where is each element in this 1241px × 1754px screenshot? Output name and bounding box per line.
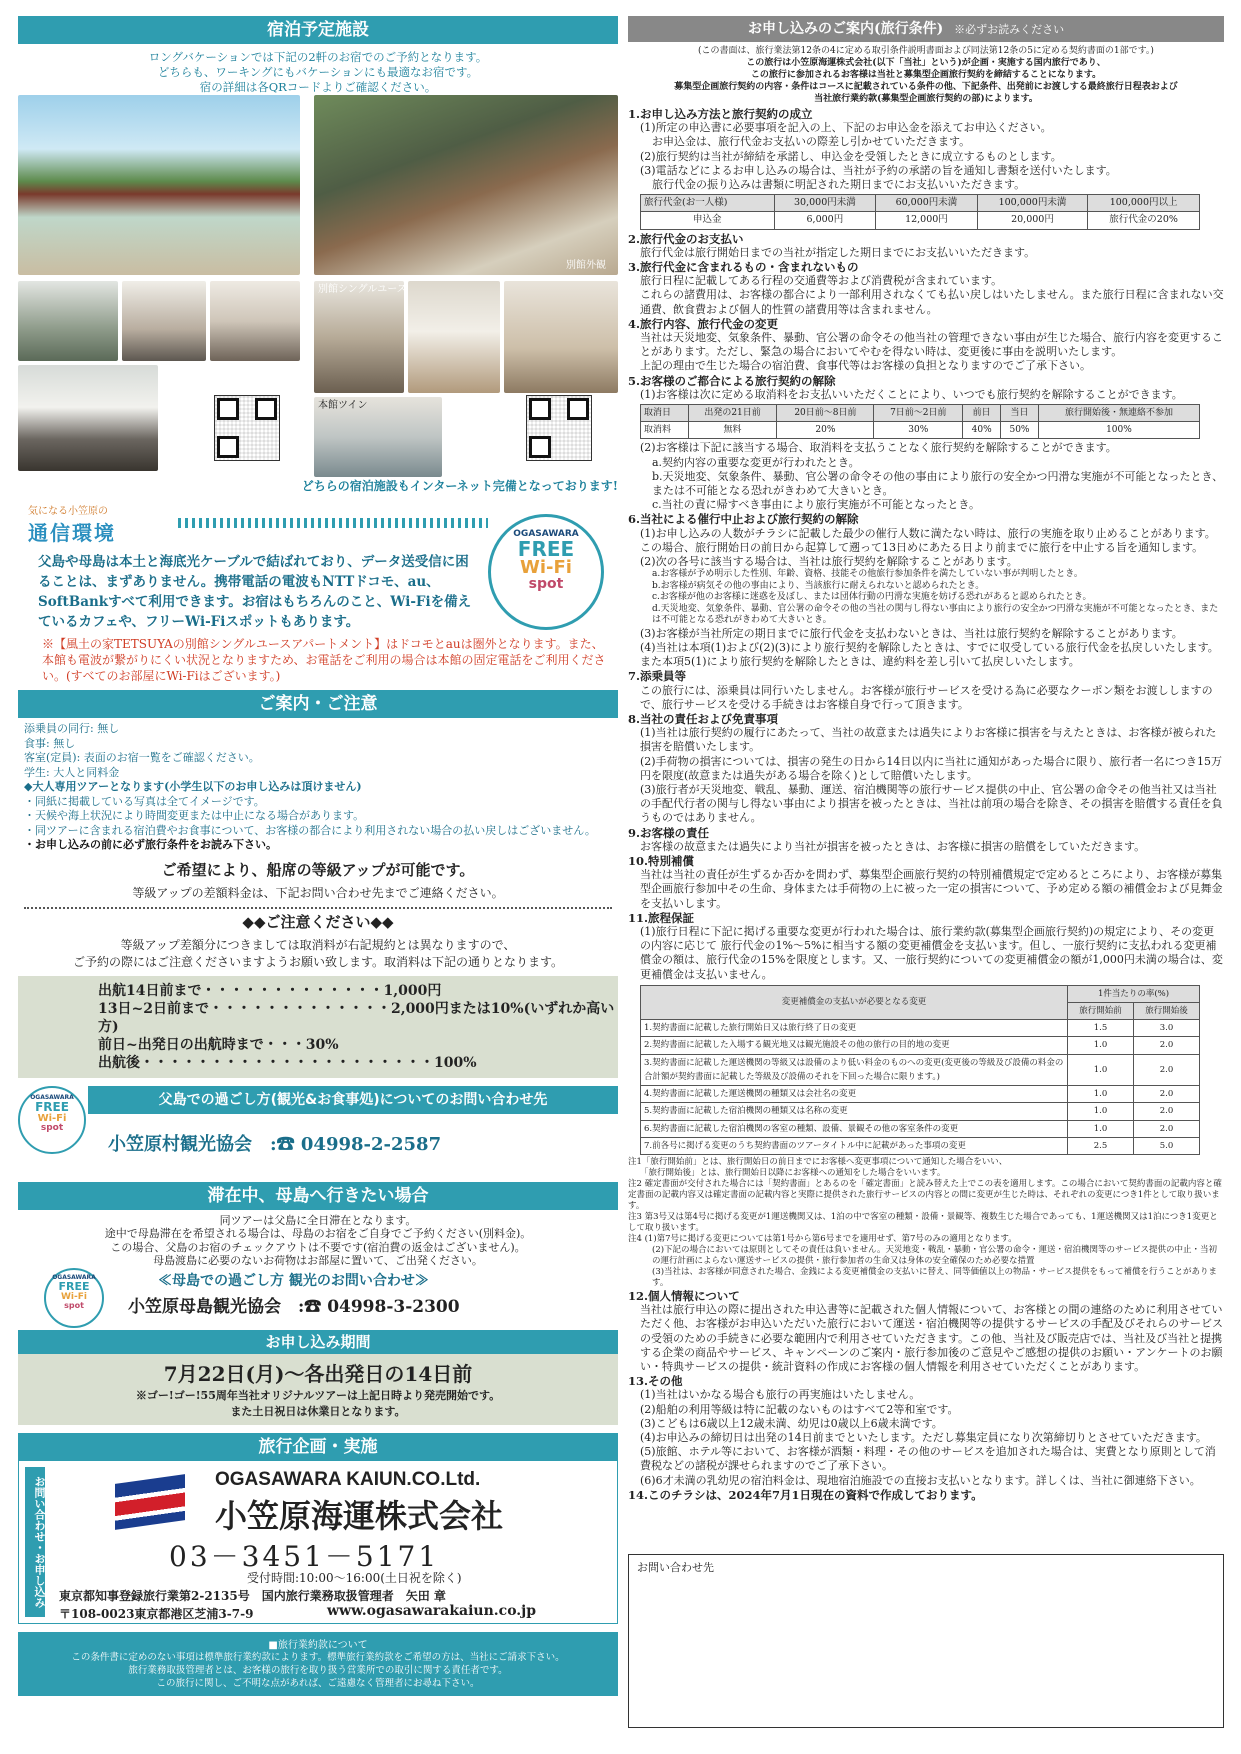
guide-line: 客室(定員): 表面のお宿一覧をご確認ください。: [24, 751, 260, 764]
share-house-room-photo-3: [210, 281, 300, 361]
guide-line: ・同紙に掲載している写真は全てイメージです。: [24, 794, 265, 808]
cancel-fee-list: [18, 976, 618, 1078]
period-note-1: ※ゴー!ゴー!55周年当社オリジナルツアーは上記日時より発売開始です。: [135, 1388, 501, 1402]
compensation-table: 変更補償金の支払いが必要となる変更 1件当たりの率(%) 旅行開始前 旅行開始後 1.契約書面に記載した旅行開始日又は旅行終了日の変更 1.5 3.0 2.契約書面に記載した入場する観光地又は観光施設その他の旅行の目的地の変更 1.0 2.0 3.契約書面に記載した運送機関の等級又は設備のより低い料金のものへの変更(変更後の等級及び設備の料金の合計額が契約書面に記載した等級及び設備のそれを下回った場合に限ります。) 1.0 2.0 4.契約書面に記載した運送機関の種類又は会社名の変更 1.0 2.0 5.契約書面に記載した宿泊機関の種類又は名称の変更 1.0 2.0 6.契約書面に記載した宿泊機関の客室の種類、設備、景観その他の客室条件の変更 1.0 2.0 7.前各号に掲げる変更のうち契約書面のツアータイトル中に記載があった事項の変更 2.5 5.0: [640, 985, 1200, 1155]
period-main: 7月22日(月)～各出発日の14日前: [163, 1361, 473, 1386]
accommodation-header: 宿泊予定施設: [18, 16, 618, 44]
table-row: 5.契約書面に記載した宿泊機関の種類又は名称の変更 1.0 2.0: [641, 1103, 1200, 1120]
fee-line: 前日~出発日の出航時まで・・・30%: [98, 1036, 339, 1053]
right-column: [628, 16, 1224, 1736]
share-house-working-photo: [18, 365, 158, 471]
guide-line: ・天候や海上状況により時間変更または中止になる場合があります。: [24, 809, 365, 822]
tetsuya-exterior-photo: [314, 95, 618, 275]
free-wifi-spot-badge: OGASAWARA FREE Wi-Fi spot: [18, 1086, 86, 1154]
company-address: 〒108-0023東京都港区芝浦3-7-9: [59, 1606, 254, 1621]
company-license: 東京都知事登録旅行業第2-2135号 国内旅行業務取扱管理者 矢田 章: [59, 1588, 446, 1603]
internet-note: どちらの宿泊施設もインターネット完備となっております!: [301, 479, 618, 493]
footer-box: ■旅行業約款について この条件書に定めのない事項は標準旅行業約款によります。標準旅行業約款をご希望の方は、当社にご請求下さい。 旅行業務取扱管理者とは、お客様の旅行を取り扱う営業所での取引に関する責任者です。 この旅行に関し、ご不明な点があれば、ご遠慮なく管理者にお尋ね下さい。: [18, 1632, 618, 1696]
upgrade-title: ご希望により、船席の等級アップが可能です。: [161, 860, 475, 879]
period-header: お申し込み期間: [18, 1330, 618, 1354]
guide-header: ご案内・ご注意: [18, 690, 618, 718]
guide-line: ・お申し込みの前に必ず旅行条件をお読み下さい。: [24, 838, 277, 851]
guide-line: 食事: 無し: [24, 736, 76, 750]
table-row: 3.契約書面に記載した運送機関の等級又は設備のより低い料金のものへの変更(変更後の等級及び設備の料金の合計額が契約書面に記載した等級及び設備のそれを下回った場合に限ります。) 1.0 2.0: [641, 1054, 1200, 1085]
side-label: お問い合わせ・お申し込み: [25, 1467, 45, 1617]
fee-line: 13日~2日前まで・・・・・・・・・・・・・2,000円または10%(いずれか高い方): [98, 1000, 615, 1035]
deposit-table: 旅行代金(お一人様) 30,000円未満 60,000円未満 100,000円未満 100,000円以上 申込金 6,000円 12,000円 20,000円 旅行代金の20%: [640, 194, 1200, 229]
caution-title: ◆◆ご注意ください◆◆: [242, 912, 394, 931]
contact-box: [628, 1554, 1224, 1728]
accommodation-intro-2: どちらも、ワーキングにもバケーションにも最適なお宿です。: [157, 65, 479, 79]
main-twin-label: 本館ツイン: [318, 400, 368, 411]
chichijima-header: 父島での過ごし方(観光&お食事処)についてのお問い合わせ先: [88, 1086, 618, 1114]
table-row: 7.前各号に掲げる変更のうち契約書面のツアータイトル中に記載があった事項の変更 2.5 5.0: [641, 1137, 1200, 1154]
dotted-divider: [178, 518, 488, 528]
share-house-room-photo-1: [18, 281, 118, 361]
company-en-name: OGASAWARA KAIUN.CO.Ltd.: [215, 1468, 481, 1490]
company-flag-logo: [115, 1474, 185, 1530]
left-column: [18, 16, 618, 1736]
annex-single-photo-2: [408, 281, 500, 393]
organizer-box: [18, 1461, 618, 1624]
fee-line: 出航14日前まで・・・・・・・・・・・・・1,000円: [98, 982, 442, 999]
contact-label: お問い合わせ先: [637, 1561, 714, 1574]
network-tag: 気になる小笠原の 通信環境: [28, 506, 116, 545]
period-box: [18, 1354, 618, 1425]
share-house-qr-code[interactable]: [214, 395, 280, 461]
table-row: 4.契約書面に記載した運送機関の種類又は会社名の変更 1.0 2.0: [641, 1086, 1200, 1103]
annex-single-photo-1: [314, 281, 404, 393]
guide-line: 添乗員の同行: 無し: [24, 722, 120, 735]
upgrade-sub: 等級アップの差額料金は、下記お問い合わせ先までご連絡ください。: [132, 885, 504, 900]
guide-line: ◆大人専用ツアーとなります(小学生以下のお申し込みは頂けません): [24, 780, 362, 793]
s1-title: 1.お申し込み方法と旅行契約の成立: [628, 107, 813, 121]
caution-body-2: ご予約の際にはご注意くださいますようお願い致します。取消料は下記の通りとなります。: [72, 954, 564, 969]
annex-single-photo-3: [504, 281, 618, 393]
network-body: 父島や母島は本土と海底光ケーブルで結ばれており、データ送受信に困ることは、まずありません。携帯電話の電波もNTTドコモ、au、SoftBankすべて利用できます。お宿はもちろんのこと、Wi-Fiを備えているカフェや、フリーWi-Fiスポットもあります。: [38, 554, 472, 630]
period-note-2: また土日祝日は休業日となります。: [230, 1404, 406, 1418]
terms-header: [628, 16, 1224, 42]
annex-single-label: 別館シングルユース: [318, 284, 407, 295]
tetsuya-qr-code[interactable]: [526, 395, 592, 461]
hahajima-org: 小笠原母島観光協会 :☎ 04998-3-2300: [128, 1296, 460, 1317]
company-hours: 受付時間:10:00～16:00(土日祝を除く): [247, 1570, 462, 1585]
hahajima-header: 滞在中、母島へ行きたい場合: [18, 1182, 618, 1210]
table-row: 6.契約書面に記載した宿泊機関の客室の種類、設備、景観その他の客室条件の変更 1.0 2.0: [641, 1120, 1200, 1137]
accommodation-intro-1: ロングバケーションでは下記の2軒のお宿でのご予約となります。: [148, 50, 488, 64]
chichijima-contact: [18, 1086, 618, 1180]
free-wifi-spot-badge: OGASAWARA FREE Wi-Fi spot: [44, 1268, 104, 1328]
company-jp-name: 小笠原海運株式会社: [215, 1496, 504, 1535]
guide-list: [18, 718, 618, 857]
share-house-room-photo-2: [122, 281, 206, 361]
organizer-header: 旅行企画・実施: [18, 1433, 618, 1461]
free-wifi-spot-badge: OGASAWARA FREE Wi-Fi spot: [488, 514, 604, 630]
annex-view-label: 別館外観: [566, 260, 606, 271]
caution-body-1: 等級アップ差額分につきましては取消料が右記規約とは異なりますので、: [120, 937, 516, 952]
compensation-notes: 注1「旅行開始前」とは、旅行開始日の前日までにお客様へ変更事項について通知した場合をいい、 「旅行開始後」とは、旅行開始日以降にお客様への通知をした場合をいいます。 注2 確定書面が交付された場合には「契約書面」とあるのを「確定書面」と読み替えた上でこの表を適用します。この場合において契約書面の記載内容と確定書面の記載内容又は確定書面の記載内容と実際に提供された旅行サービスの内容との間に変更が生じた時は、それぞれの変更につき1件として取り扱います。 注3 第3号又は第4号に掲げる変更が1運送機関又は、1泊の中で客室の種類・設備・景観等、複数生じた場合であっても、1運送機関又は1泊につき1変更として取り扱います。 注4 (1)第7号に掲げる変更については第1号から第6号までを適用せず、第7号のみの適用となります。 (2)下記の場合においては原則としてその責任は負いません。天災地変・戦乱・暴動・官公署の命令・運送・宿泊機関等のサービス提供の中止・当初の運行計画によらない運送サービスの提供・旅行参加者の生命又は身体の安全確保のため必要な措置 (3)当社は、お客様が同意された場合、金銭による変更補償金の支払いに替え、同等価値以上の物品・サービス提供をもって補償を行うことがあります。: [628, 1156, 1222, 1288]
network-section: [18, 494, 618, 682]
company-url[interactable]: www.ogasawarakaiun.co.jp: [327, 1602, 537, 1619]
fee-line: 出航後・・・・・・・・・・・・・・・・・・・・・100%: [98, 1054, 477, 1071]
accommodation-photos: [18, 95, 618, 479]
company-phone[interactable]: 03－3451－5171: [169, 1539, 440, 1573]
terms-title-note: ※必ずお読みください: [954, 23, 1065, 36]
hahajima-lines: 同ツアーは父島に全日滞在となります。 途中で母島滞在を希望される場合は、母島のお宿をご自身でご予約ください(別料金)。 この場合、父島のお宿のチェックアウトは不要です(宿泊費の返金はございません)。 母島渡島に必要のないお荷物はお部屋に置いて、ご出発ください。: [104, 1213, 532, 1267]
guide-line: 学生: 大人と同料金: [24, 765, 120, 779]
footer-title: ■旅行業約款について: [268, 1639, 368, 1651]
cancel-table: 取消日 出発の21日前 20日前～8日前 7日前～2日前 前日 当日 旅行開始後・無連絡不参加 取消料 無料 20% 30% 40% 50% 100%: [640, 404, 1200, 439]
accommodation-intro-3: 宿の詳細は各QRコードよりご確認ください。: [199, 80, 437, 94]
hahajima-contact-title: ≪母島での過ごし方 観光のお問い合わせ≫: [158, 1272, 429, 1289]
terms-body: 1.お申し込み方法と旅行契約の成立 (1)所定の申込書に必要事項を記入の上、下記のお申込金を添えてお申込ください。 お申込金は、旅行代金お支払いの際差し引かせていただきます。 (2)旅行契約は当社が締結を承諾し、申込金を受領したときに成立するものとします。 (3)電話などによるお申し込みの場合は、当社が予約の承諾の旨を通知し書類を送付いたします。 旅行代金の振り込みは書類に明記された期日までにお支払いいただきます。 旅行代金(お一人様) 30,000円未満 60,000円未満 100,000円未満 100,000円以上 申込金 6,000円 12,000円 20,000円 旅行代金の20% 2.旅行代金のお支払い 旅行代金は旅行開始日までの当社が指定した期日までにお支払いいただきます。 3.旅行代金に含まれるもの・含まれないもの 旅行日程に記載してある行程の交通費等および消費税が含まれています。 これらの諸費用は、お客様の都合により一部利用されなくても払い戻しはいたしません。また旅行日程に含まれない交通費、飲食費および個人的性質の諸費用等は含まれません。 4.旅行内容、旅行代金の変更 当社は天災地変、気象条件、暴動、官公署の命令その他当社の管理できない事由が生じた場合、旅行内容を変更することがあります。ただし、緊急の場合においてやむを得ない時は、変更後に事由を説明いたします。 上記の理由で生じた場合の宿泊費、食事代等はお客様の負担となりますのでご了承下さい。 5.お客様のご都合による旅行契約の解除 (1)お客様は次に定める取消料をお支払いいただくことにより、いつでも旅行契約を解除することができます。 取消日 出発の21日前 20日前～8日前 7日前～2日前 前日 当日 旅行開始後・無連絡不参加 取消料 無料 20% 30% 40% 50% 100% (2)お客様は下記に該当する場合、取消料を支払うことなく旅行契約を解除することができます。 a.契約内容の重要な変更が行われたとき。 b.天災地変、気象条件、暴動、官公署の命令その他の事由により旅行の安全かつ円滑な実施が不可能となったとき、または不可能となる恐れがきわめて大きいとき。 c.当社の責に帰すべき事由により旅行実施が不可能となったとき。 6.当社による催行中止および旅行契約の解除 (1)お申し込みの人数がチラシに記載した最少の催行人数に満たない時は、旅行の実施を取り止めることがあります。この場合、旅行開始日の前日から起算して遡って13日めにあたる日より前までに旅行を中止する旨を通知します。 (2)次の各号に該当する場合は、当社は旅行契約を解除することがあります。 a.お客様が予め明示した性別、年齢、資格、技能その他旅行参加条件を満たしていない事が判明したとき。 b.お客様が病気その他の事由により、当該旅行に耐えられないと認められたとき。 c.お客様が他のお客様に迷惑を及ぼし、または団体行動の円滑な実施を妨げる恐れがあると認められたとき。 d.天災地変、気象条件、暴動、官公署の命令その他の当社の関与し得ない事由により旅行の安全かつ円滑な実施が不可能となったとき、または不可能となる恐れがきわめて大きいとき。 (3)お客様が当社所定の期日までに旅行代金を支払わないときは、当社は旅行契約を解除することがあります。 (4)当社は本項(1)および(2)(3)により旅行契約を解除したときは、すでに収受している旅行代金を払戻しいたします。また本項5(1)により旅行契約を解除したときは、違約料を差し引いて払戻しいたします。 7.添乗員等 この旅行には、添乗員は同行いたしません。お客様が旅行サービスを受ける為に必要なクーポン類をお渡ししますので、旅行サービスを受ける手続きはお客様自身で行って頂きます。 8.当社の責任および免責事項 (1)当社は旅行契約の履行にあたって、当社の故意または過失によりお客様に損害を与えたときは、お客様が被られた損害を賠償いたします。 (2)手荷物の損害については、損害の発生の日から14日以内に当社に通知があった場合に限り、旅行者一名につき15万円を限度(故意または過失がある場合を除く)として賠償いたします。 (3)旅行者が天災地変、戦乱、暴動、運送、宿泊機関等の旅行サービス提供の中止、官公署の命令その他当社又は当社の手配代行者の関与し得ない事由により損害を被ったときは、当社は前項の場合を除き、その損害を賠償する責任を負うものではありません。 9.お客様の責任 お客様の故意または過失により当社が損害を被ったときは、お客様に損害の賠償をしていただきます。 10.特別補償 当社は当社の責任が生ずるか否かを問わず、募集型企画旅行契約の特別補償規定で定めるところにより、お客様が募集型企画旅行参加中その生命、身体または手荷物の上に被った一定の損害について、予め定める額の補償金および見舞金を支払いします。 11.旅程保証 (1)旅行日程に下記に掲げる重要な変更が行われた場合は、旅行業約款(募集型企画旅行契約)の規定により、その変更の内容に応じて 旅行代金の1%～5%に相当する額の変更補償金を支払います。但し、一旅行契約に支払われる変更補償金の額は、旅行代金の15%を限度とします。又、一旅行契約についての変更補償金の額が1,000円未満の場合は、変更補償金は支払いません。 変更補償金の支払いが必要となる変更 1件当たりの率(%) 旅行開始前 旅行開始後 1.契約書面に記載した旅行開始日又は旅行終了日の変更 1.5 3.0 2.契約書面に記載した入場する観光地又は観光施設その他の旅行の目的地の変更 1.0 2.0 3.契約書面に記載した運送機関の等級又は設備のより低い料金のものへの変更(変更後の等級及び設備の料金の合計額が契約書面に記載した等級及び設備のそれを下回った場合に限ります。) 1.0 2.0 4.契約書面に記載した運送機関の種類又は会社名の変更 1.0 2.0 5.契約書面に記載した宿泊機関の種類又は名称の変更 1.0 2.0 6.契約書面に記載した宿泊機関の客室の種類、設備、景観その他の客室条件の変更 1.0 2.0 7.前各号に掲げる変更のうち契約書面のツアータイトル中に記載があった事項の変更 2.5 5.0 注1「旅行開始前」とは、旅行開始日の前日までにお客様へ変更事項について通知した場合をいい、 「旅行開始後」とは、旅行開始日以降にお客様への通知をした場合をいいます。 注2 確定書面が交付された場合には「契約書面」とあるのを「確定書面」と読み替えた上でこの表を適用します。この場合において契約書面の記載内容と確定書面の記載内容又は確定書面の記載内容と実際に提供された旅行サービスの内容との間に変更が生じた時は、それぞれの変更につき1件として取り扱います。 注3 第3号又は第4号に掲げる変更が1運送機関又は、1泊の中で客室の種類・設備・景観等、複数生じた場合であっても、1運送機関又は1泊につき1変更として取り扱います。 注4 (1)第7号に掲げる変更については第1号から第6号までを適用せず、第7号のみの適用となります。 (2)下記の場合においては原則としてその責任は負いません。天災地変・戦乱・暴動・官公署の命令・運送・宿泊機関等のサービス提供の中止・当初の運行計画によらない運送サービスの提供・旅行参加者の生命又は身体の安全確保のため必要な措置 (3)当社は、お客様が同意された場合、金銭による変更補償金の支払いに替え、同等価値以上の物品・サービス提供をもって補償を行うことがあります。 12.個人情報について 当社は旅行申込の際に提出された申込書等に記載された個人情報について、お客様との間の連絡のために利用させていただく他、お客様がお申込いただいた旅行において運送・宿泊機関等の提供するサービスの手配及びそれらのサービスの受領のための手続きに必要な範囲内で利用させていただきます。この他、当社及び販売店では、当社及び当社と提携する企業の商品やサービス、キャンペーンのご案内・旅行参加後のご意見やご感想の提供のお願い・アンケートのお願い・特典サービスの提供・統計資料の作成にお客様の個人情報を利用させていただくことがあります。 13.その他 (1)当社はいかなる場合も旅行の再実施はいたしません。 (2)船舶の利用等級は特に記載のないものはすべて2等和室です。 (3)こどもは6歳以上12歳未満、幼児は0歳以上6歳未満です。 (4)お申込みの締切日は出発の14日前までといたします。ただし募集定員になり次第締切りとさせていただきます。 (5)旅館、ホテル等において、お客様が酒類・料理・その他のサービスを追加された場合は、実費となり原則として消費税などの諸税が課せられますのでご了承下さい。 (6)6才未満の乳幼児の宿泊料金は、現地宿泊施設での直接お支払いとなります。詳しくは、当社に御連絡下さい。 14.このチラシは、2024年7月1日現在の資料で作成しております。: [628, 107, 1224, 1502]
terms-title: お申し込みのご案内(旅行条件): [748, 21, 944, 37]
share-house-exterior-photo: [18, 95, 300, 275]
network-note: ※【風土の家TETSUYAの別館シングルユースアパートメント】はドコモとauは圏外となります。また、本館も電波が繋がりにくい状況となりますため、お電話をご利用の場合は本館の固定電話をご利用ください。(すべてのお部屋にWi-Fiはございます。): [42, 637, 606, 683]
table-row: 1.契約書面に記載した旅行開始日又は旅行終了日の変更 1.5 3.0: [641, 1020, 1200, 1037]
terms-preamble: (この書面は、旅行業法第12条の4に定める取引条件説明書面および同法第12条の5に定める契約書面の1部です。) この旅行は小笠原海運株式会社(以下「当社」という)が企画・実施する国内旅行であり、 この旅行に参加されるお客様は当社と募集型企画旅行契約を締結することになります。 募集型企画旅行契約の内容・条件はコースに記載されている条件の他、下記条件、出発前にお渡しする最終旅行日程表および 当社旅行業約款(募集型企画旅行契約の部)によります。: [674, 46, 1178, 104]
guide-line: ・同ツアーに含まれる宿泊費やお食事について、お客様の都合により利用されない場合の払い戻しはございません。: [24, 823, 596, 837]
table-row: 2.契約書面に記載した入場する観光地又は観光施設その他の旅行の目的地の変更 1.0 2.0: [641, 1037, 1200, 1054]
chichijima-org: 小笠原村観光協会 :☎ 04998-2-2587: [108, 1133, 442, 1155]
